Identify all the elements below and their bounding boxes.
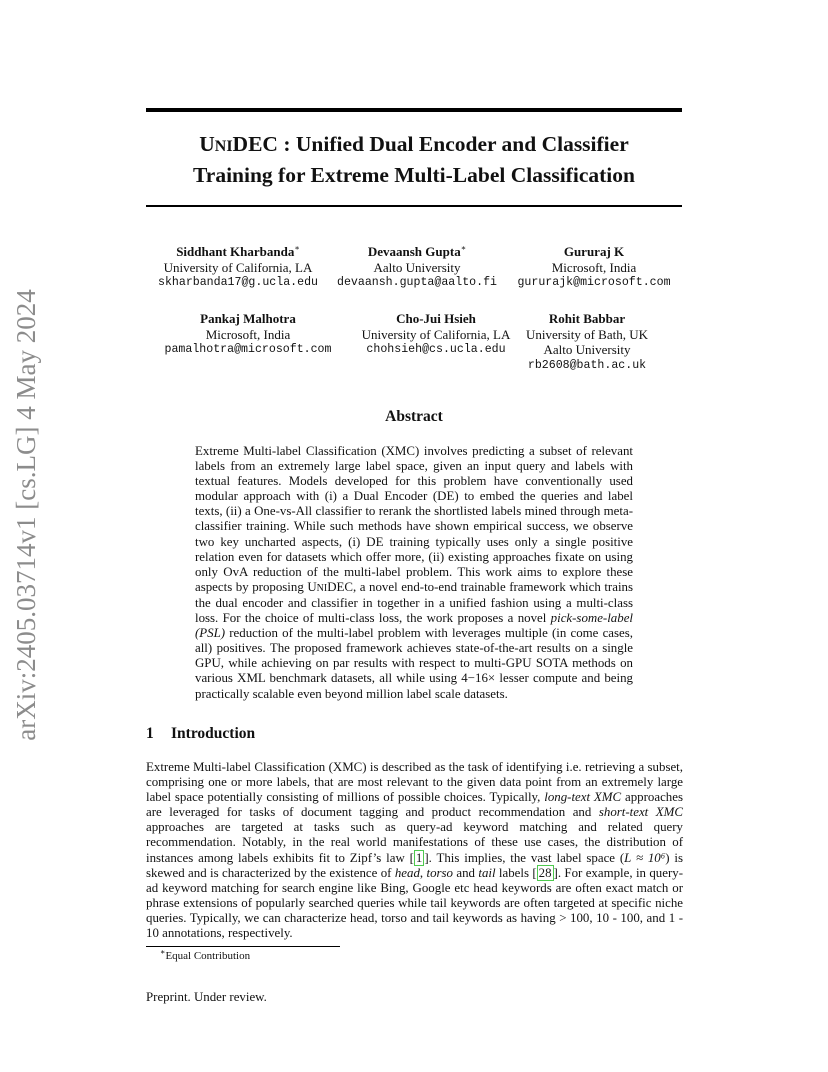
title-name-dec: DEC [232, 132, 278, 156]
title-name-ni: NI [214, 138, 233, 155]
intro-text: and [453, 865, 479, 880]
abstract-name-ni: NI [316, 582, 328, 594]
abstract-text: , a novel end-to-end trainable framework which trains the dual encoder and classifier in together in a unified fashion using a multi-class loss. For the choice of multi-class loss, the work proposes a novel [195, 579, 633, 626]
author-email[interactable]: pamalhotra@microsoft.com [164, 343, 332, 356]
author-name: Gururaj K [563, 244, 625, 259]
intro-text: approaches are targeted at tasks such as query-ad keyword matching and related query recommendation. Notably, in the real world manifestations of these use cases, the distribution of instances among labels exhibits fit to Zipf’s law [ [146, 820, 683, 865]
intro-text: approaches are leveraged for tasks of document tagging and product recommendation and [146, 790, 683, 820]
footnote-mark: ∗ [160, 947, 166, 957]
title-bottom-rule [146, 205, 682, 207]
author-name: Cho-Jui Hsieh [396, 311, 476, 326]
footnote-rule [146, 946, 340, 947]
section-number: 1 [146, 725, 154, 742]
intro-text: labels [ [495, 865, 537, 880]
author-block [143, 244, 333, 291]
intro-text: , 10 - 100, and 1 - 10 annotations, respectively. [146, 910, 683, 941]
author-block [153, 311, 343, 358]
footnote [160, 947, 251, 962]
intro-text: ) is skewed and is characterized by the existence of [146, 850, 683, 880]
author-affiliation: Microsoft, India [551, 259, 637, 275]
title-name-u: U [199, 132, 215, 156]
author-affiliation: Aalto University [373, 259, 461, 275]
abstract-name-dec: DEC [327, 579, 353, 594]
intro-italic-term: torso [426, 865, 453, 880]
equal-contribution-mark: ∗ [294, 243, 300, 253]
author-name: Pankaj Malhotra [200, 311, 296, 326]
title-line1: : Unified Dual Encoder and Classifier [277, 132, 629, 156]
intro-italic-term: long-text XMC [544, 790, 622, 805]
equal-contribution-mark: ∗ [460, 243, 467, 253]
title-line2: Training for Extreme Multi-Label Classification [193, 163, 635, 187]
abstract-name-u: U [307, 579, 317, 594]
author-email[interactable]: devaansh.gupta@aalto.fi [336, 276, 498, 289]
author-block [492, 311, 682, 373]
section-heading [146, 725, 255, 743]
abstract-text: reduction of the multi-label problem with leverages multiple (in come cases, all) positives. The proposed framework achieves state-of-the-art results on a single GPU, while achieving on par results with respect to multi-GPU SOTA methods on various XML benchmark datasets, all while using [195, 626, 633, 686]
author-name: Rohit Babbar [548, 311, 626, 326]
arxiv-identifier: arXiv:2405.03714v1 [cs.LG] 4 May 2024 [11, 289, 41, 741]
preprint-notice: Preprint. Under review. [146, 990, 267, 1004]
author-affiliation: University of Bath, UK [525, 326, 649, 342]
intro-math: L ≈ 10⁶ [624, 850, 666, 865]
section-title: Introduction [171, 725, 256, 742]
author-affiliation: Microsoft, India [205, 326, 291, 342]
intro-text: , [419, 865, 427, 880]
abstract-text: Extreme Multi-label Classification (XMC) involves predicting a subset of relevant labels from an extremely large label space, given an input query and labels with textual features. Models developed for this problem have conventionally used modular approach with (i) a Dual Encoder (DE) to embed the queries and label texts, (ii) a One-vs-All classifier to rerank the shortlisted labels mined through meta-classifier training. While such methods have shown empirical success, we observe two key uncharted aspects, (i) DE training typically uses only a single positive relation even for datasets which offer more, (ii) existing approaches fixate on using only OvA reduction of the multi-label problem. This work aims to explore these aspects by proposing [195, 444, 633, 594]
author-name: Devaansh Gupta [367, 244, 461, 259]
abstract-text: lesser compute and being practically scalable even beyond million label scale datasets. [195, 671, 633, 701]
intro-text: ]. This implies, the vast label space ( [424, 850, 625, 865]
intro-italic-term: short-text XMC [598, 805, 683, 820]
author-email[interactable]: skharbanda17@g.ucla.edu [157, 276, 319, 289]
intro-italic-term: head [394, 865, 420, 880]
abstract-heading: Abstract [385, 408, 443, 425]
abstract-italic-term: pick-some-label (PSL) [195, 611, 633, 641]
author-email[interactable]: chohsieh@cs.ucla.edu [366, 343, 506, 356]
intro-math: > 100 [559, 910, 590, 925]
abstract-math: 4−16× [461, 671, 496, 686]
author-email[interactable]: gururajk@microsoft.com [517, 276, 671, 289]
author-block [322, 244, 512, 291]
intro-text: ]. For example, in query-ad keyword matching for search engine like Bing, Google etc head keywords are often exact match or phrase extensions of popularly searched queries while tail keywords are often targeted at specific niche queries. Typically, we can characterize head, torso and tail keywords as having [146, 865, 683, 925]
abstract-body [195, 444, 633, 702]
author-affiliation: University of California, LA [361, 326, 511, 342]
title-top-rule [146, 108, 682, 112]
author-block [499, 244, 689, 291]
introduction-paragraph [146, 760, 683, 941]
author-name: Siddhant Kharbanda [176, 244, 295, 259]
author-affiliation-2: Aalto University [543, 342, 631, 357]
citation-link[interactable]: 28 [538, 865, 552, 880]
paper-title [146, 130, 682, 189]
footnote-text: Equal Contribution [165, 950, 251, 962]
citation-link[interactable]: 1 [415, 850, 423, 865]
intro-italic-term: tail [478, 865, 496, 880]
author-email[interactable]: rb2608@bath.ac.uk [527, 358, 647, 372]
intro-text: Extreme Multi-label Classification (XMC) is described as the task of identifying i.e. retrieving a subset, comprising one or more labels, that are most relevant to the given data point from an extremely large label space potentially consisting of millions of possible choices. Typically, [146, 760, 683, 805]
author-affiliation: University of California, LA [163, 259, 313, 275]
